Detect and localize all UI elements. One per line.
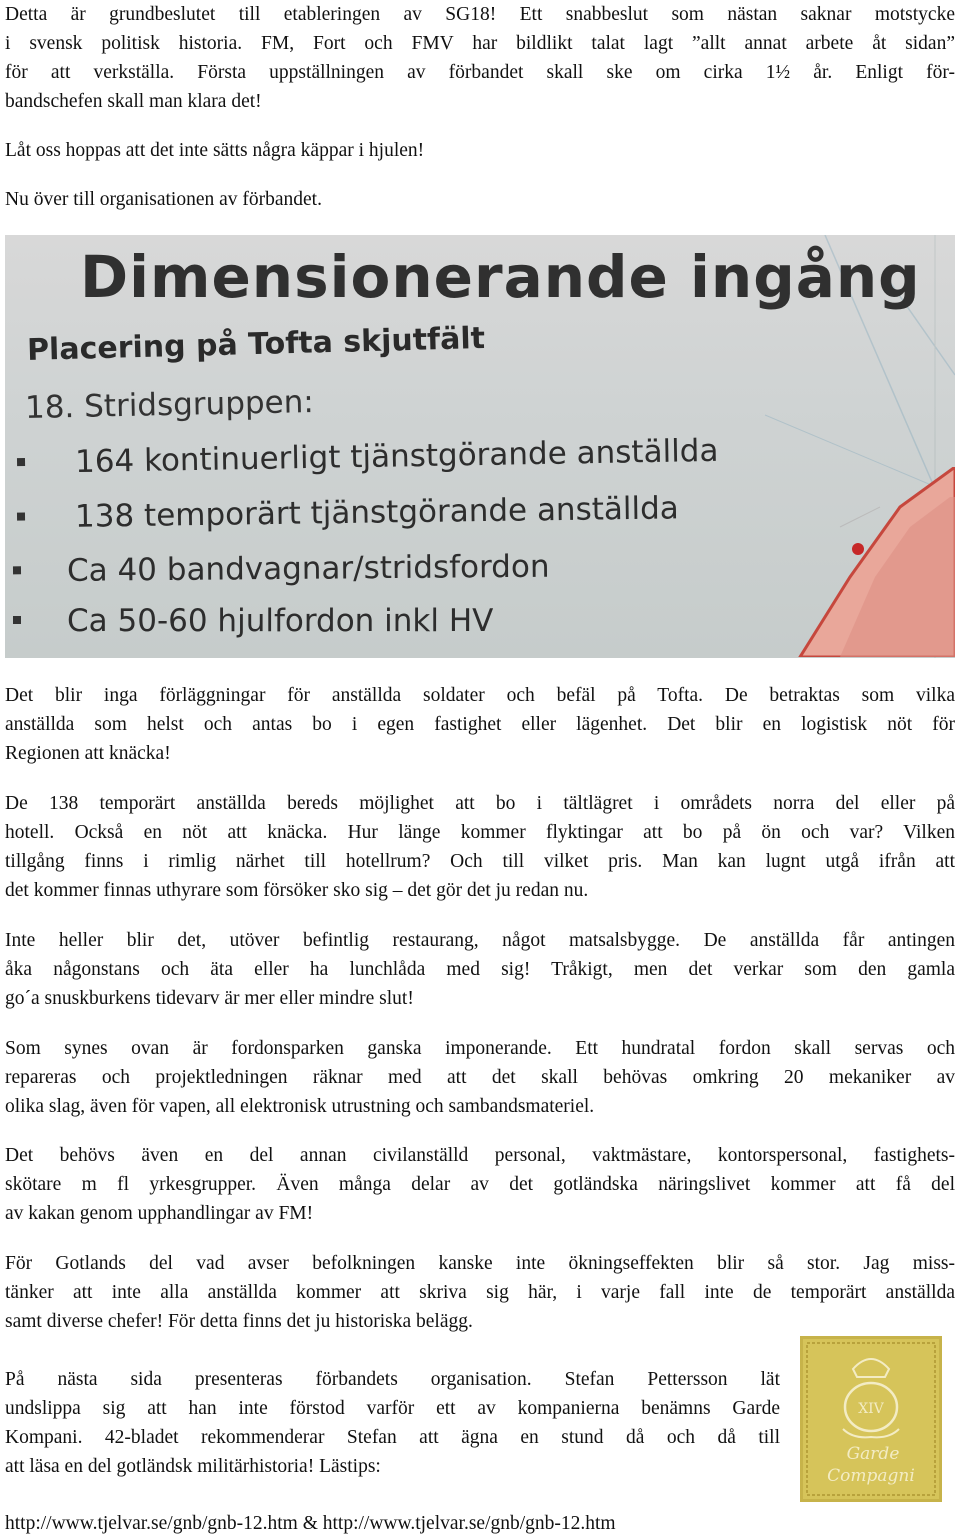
text-line: Det behövs även en del annan civilanställd personal, vaktmästare, kontorspersonal, fastighets- (5, 1145, 955, 1166)
paragraph-vehicles (5, 1034, 955, 1121)
text-line: att läsa en del gotländsk militärhistoria! Lästips: (5, 1456, 381, 1477)
paragraph-population (5, 1249, 955, 1336)
text-line: undslippa sig att han inte förstod varför ett av kompanierna benämns Garde (5, 1398, 780, 1419)
link-gnb-12-first[interactable]: http://www.tjelvar.se/gnb/gnb-12.htm (5, 1513, 298, 1534)
link-gnb-12-second[interactable]: http://www.tjelvar.se/gnb/gnb-12.htm (322, 1513, 616, 1534)
paragraph-civilian-staff (5, 1141, 955, 1228)
slide-bullet: Ca 50-60 hjulfordon inkl HV (9, 603, 493, 639)
text-line: Kompani. 42-bladet rekommenderar Stefan att ägna en stund då och då till (5, 1427, 780, 1448)
svg-text:Compagni: Compagni (827, 1466, 915, 1486)
slide-bullet: 138 temporärt tjänstgörande anställda (13, 490, 679, 535)
text-line: Regionen att knäcka! (5, 743, 171, 764)
slide-title: Dimensionerande ingång (80, 243, 921, 311)
paragraph-accommodation (5, 681, 955, 768)
garde-compagni-badge (800, 1336, 942, 1502)
text-line: På nästa sida presenteras förbandets organisation. Stefan Pettersson lät (5, 1369, 780, 1390)
map-marker-icon (852, 543, 864, 555)
crest-emblem-icon (803, 1339, 939, 1499)
slide-bullet: 164 kontinuerligt tjänstgörande anställda (13, 433, 719, 481)
text-line: tänker att inte alla anställda kommer att skriva sig här, i varje fall inte de temporärt anställda (5, 1282, 955, 1303)
slide-group-heading: 18. Stridsgruppen: (24, 383, 315, 427)
svg-text:Garde: Garde (846, 1444, 900, 1464)
paragraph-next-page (5, 1365, 780, 1481)
text-line: Detta är grundbeslutet till etableringen av SG18! Ett snabbeslut som nästan saknar motstycke (5, 4, 955, 25)
text-line: hotell. Också en nöt att knäcka. Hur länge kommer flyktingar att bo på ön och var? Vilken (5, 822, 955, 843)
text-line: Det blir inga förläggningar för anställda soldater och befäl på Tofta. De betraktas som vilka (5, 685, 955, 706)
bullet-square-icon (17, 457, 25, 465)
text-line: för att verkställa. Första uppställningen av förbandet skall ske om cirka 1½ år. Enligt för- (5, 62, 955, 83)
slide-bullet: Ca 40 bandvagnar/stridsfordon (9, 549, 550, 590)
text-line: åka någonstans och äta eller ha lunchlåda med sig! Tråkigt, men det verkar som den gamla (5, 959, 955, 980)
map-area-icon (780, 467, 955, 657)
paragraph-transition (5, 185, 955, 214)
paragraph-temporary (5, 789, 955, 905)
bullet-square-icon (17, 512, 25, 520)
paragraph-hope (5, 136, 955, 165)
text-line: samt diverse chefer! För detta finns det ju historiska belägg. (5, 1311, 473, 1332)
paragraph-restaurant (5, 926, 955, 1013)
text-line: olika slag, även för vapen, all elektronisk utrustning och sambandsmateriel. (5, 1096, 595, 1117)
text-line: i svensk politisk historia. FM, Fort och FMV har bildlikt talat lagt ”allt annat arbete åt sidan” (5, 33, 955, 54)
slide-photo (5, 235, 955, 658)
text-line: anställda som helst och antas bo i egen fastighet eller lägenhet. Det blir en logistisk nöt för (5, 714, 955, 735)
text-line: skötare m fl yrkesgrupper. Även många delar av det gotländska näringslivet kommer att få del (5, 1174, 955, 1195)
svg-text:XIV: XIV (858, 1401, 884, 1417)
text-line: För Gotlands del vad avser befolkningen kanske inte ökningseffekten blir så stor. Jag miss- (5, 1253, 955, 1274)
text-line: Låt oss hoppas att det inte sätts några käppar i hjulen! (5, 140, 425, 161)
text-line: av kakan genom upphandlingar av FM! (5, 1203, 314, 1224)
link-separator: & (297, 1513, 323, 1534)
reading-tips-links (5, 1513, 616, 1535)
slide-subtitle: Placering på Tofta skjutfält (26, 321, 486, 368)
text-line: Som synes ovan är fordonsparken ganska imponerande. Ett hundratal fordon skall servas och (5, 1038, 955, 1059)
text-line: go´a snuskburkens tidevarv är mer eller mindre slut! (5, 988, 414, 1009)
text-line: repareras och projektledningen räknar med att det skall behövas omkring 20 mekaniker av (5, 1067, 955, 1088)
bullet-square-icon (13, 616, 21, 624)
bullet-square-icon (13, 566, 21, 574)
text-line: tillgång finns i rimlig närhet till hotellrum? Och till vilket pris. Man kan lugnt utgå ifrån att (5, 851, 955, 872)
text-line: det kommer finnas uthyrare som försöker sko sig – det gör det ju redan nu. (5, 880, 589, 901)
text-line: bandschefen skall man klara det! (5, 91, 262, 112)
text-line: Nu över till organisationen av förbandet. (5, 189, 322, 210)
text-line: De 138 temporärt anställda bereds möjlighet att bo i tältlägret i områdets norra del eller på (5, 793, 955, 814)
paragraph-intro (5, 0, 955, 116)
text-line: Inte heller blir det, utöver befintlig restaurang, något matsalsbygge. De anställda får antingen (5, 930, 955, 951)
